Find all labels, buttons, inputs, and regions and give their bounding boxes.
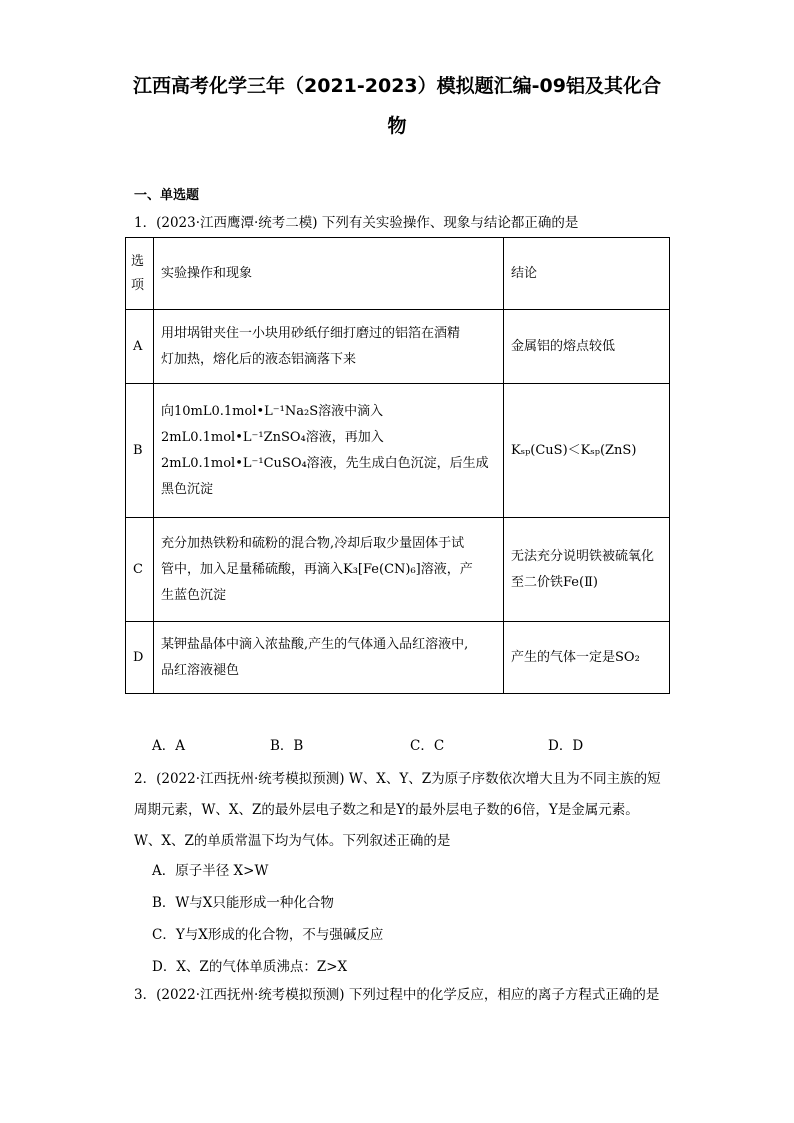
question-1-stem: 1．(2023·江西鹰潭·统考二模) 下列有关实验操作、现象与结论都正确的是 [134, 215, 579, 231]
title-line-1: 江西高考化学三年（2021-2023）模拟题汇编-09铝及其化合 [133, 75, 661, 97]
choice-d[interactable]: D．D [548, 738, 584, 754]
row-operation [154, 310, 504, 384]
question-3-stem: 3．(2022·江西抚州·统考模拟预测) 下列过程中的化学反应，相应的离子方程式正确的是 [134, 987, 660, 1003]
operation-line: 2mL0.1mol•L⁻¹ZnSO₄溶液，再加入 [161, 429, 384, 445]
row-option: A [126, 310, 154, 384]
table-row [126, 384, 670, 518]
row-conclusion: Kₛₚ(CuS)＜Kₛₚ(ZnS) [504, 384, 670, 518]
table-row [126, 518, 670, 622]
question-1-table [125, 237, 670, 694]
table-row [126, 310, 670, 384]
q2-choice-a[interactable]: A．原子半径 X>W [152, 863, 269, 879]
operation-line: 管中，加入足量稀硫酸，再滴入K₃[Fe(CN)₆]溶液，产 [161, 561, 473, 577]
q2-choice-c[interactable]: C．Y与X形成的化合物，不与强碱反应 [152, 927, 384, 943]
operation-line: 黑色沉淀 [161, 481, 214, 497]
row-conclusion: 产生的气体一定是SO₂ [504, 622, 670, 694]
operation-line: 生蓝色沉淀 [161, 587, 227, 603]
row-operation [154, 384, 504, 518]
choice-c[interactable]: C．C [410, 738, 445, 754]
operation-line: 充分加热铁粉和硫粉的混合物,冷却后取少量固体于试 [161, 535, 465, 551]
row-conclusion: 无法充分说明铁被硫氧化至二价铁Fe(Ⅱ) [504, 518, 670, 622]
table-header-row [126, 238, 670, 310]
document-title [120, 66, 674, 146]
title-line-2: 物 [387, 115, 407, 137]
section-heading: 一、单选题 [134, 188, 200, 203]
operation-line: 向10mL0.1mol•L⁻¹Na₂S溶液中滴入 [161, 403, 384, 419]
header-operation: 实验操作和现象 [154, 238, 504, 310]
operation-line: 用坩埚钳夹住一小块用砂纸仔细打磨过的铝箔在酒精 [161, 325, 461, 341]
operation-line: 品红溶液褪色 [161, 662, 240, 678]
table-row [126, 622, 670, 694]
operation-line: 某钾盐晶体中滴入浓盐酸,产生的气体通入品红溶液中, [161, 636, 469, 652]
row-option: D [126, 622, 154, 694]
choice-a[interactable]: A．A [152, 738, 185, 754]
operation-line: 灯加热，熔化后的液态铝滴落下来 [161, 351, 357, 367]
choice-b[interactable]: B．B [270, 738, 304, 754]
operation-line: 2mL0.1mol•L⁻¹CuSO₄溶液，先生成白色沉淀，后生成 [161, 455, 489, 471]
row-option: C [126, 518, 154, 622]
row-operation [154, 518, 504, 622]
q2-choice-b[interactable]: B．W与X只能形成一种化合物 [152, 895, 334, 911]
header-option: 选项 [126, 238, 154, 310]
question-2-stem: 2．(2022·江西抚州·统考模拟预测) W、X、Y、Z为原子序数依次增大且为不同主族的短周期元素，W、X、Z的最外层电子数之和是Y的最外层电子数的6倍，Y是金属元素。W、X、Z的单质常温下均为气体。下列叙述正确的是 [134, 771, 661, 849]
row-option: B [126, 384, 154, 518]
q2-choice-d[interactable]: D．X、Z的气体单质沸点：Z>X [152, 959, 348, 975]
row-conclusion: 金属铝的熔点较低 [504, 310, 670, 384]
row-operation [154, 622, 504, 694]
header-conclusion: 结论 [504, 238, 670, 310]
